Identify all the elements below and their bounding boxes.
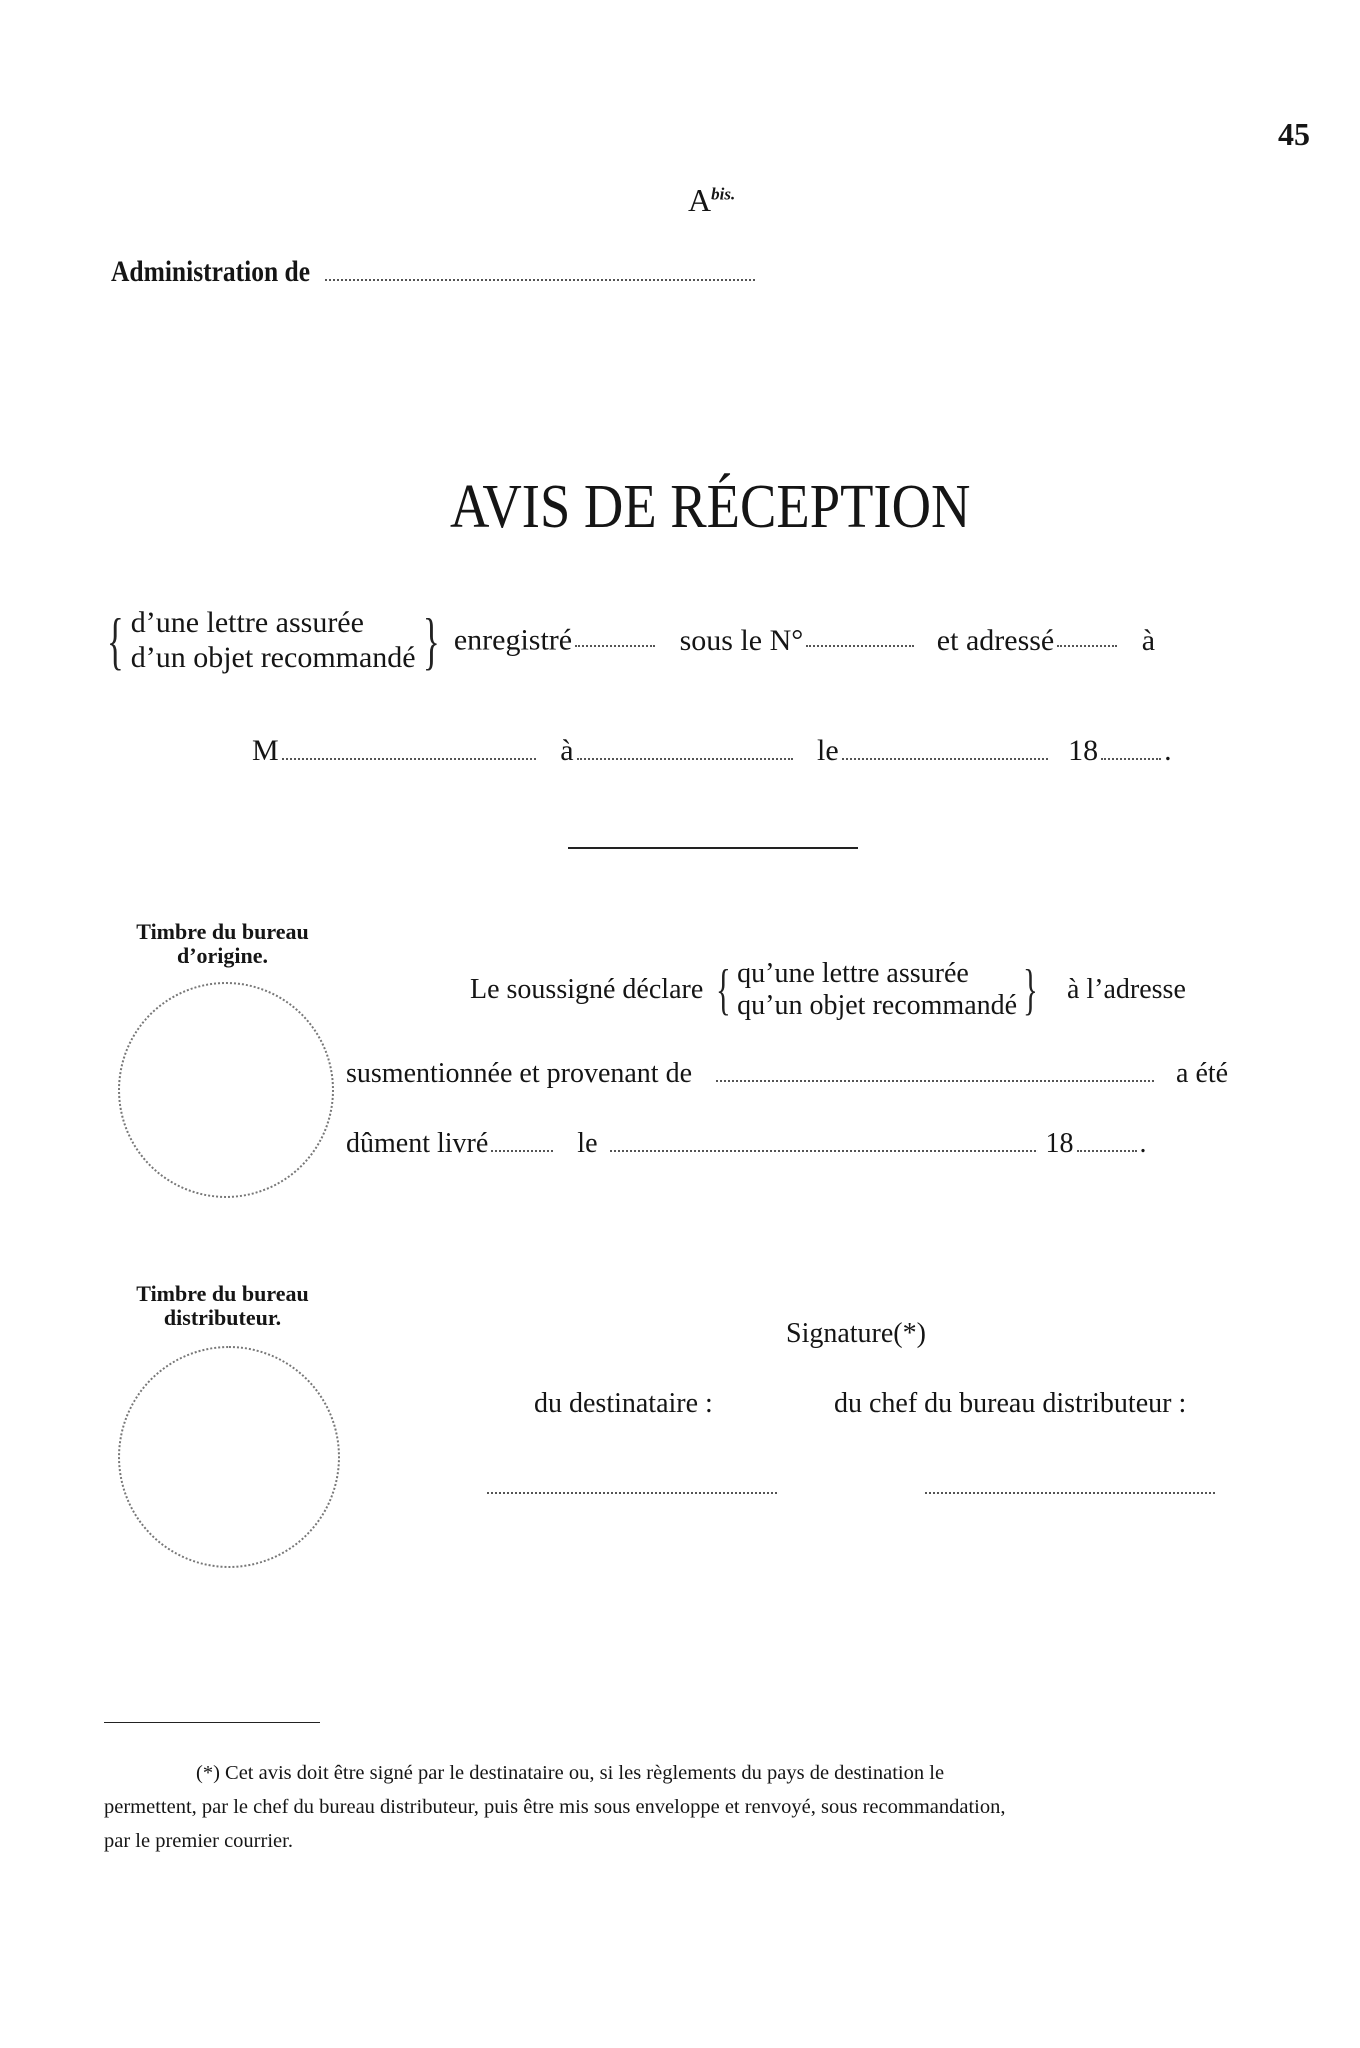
line-recipient xyxy=(252,734,1172,768)
page-title: AVIS DE RÉCEPTION xyxy=(450,473,971,541)
stamp-origin-line1: Timbre du bureau xyxy=(136,919,309,944)
stamp-distrib-line2: distributeur. xyxy=(163,1305,282,1331)
administration-line xyxy=(111,255,758,289)
label-a: à xyxy=(560,734,574,767)
left-brace: { xyxy=(106,604,124,676)
label-delivered-le: le xyxy=(577,1128,598,1159)
administration-field[interactable] xyxy=(325,279,755,281)
administration-label: Administration de xyxy=(111,255,311,288)
field-delivery-year[interactable] xyxy=(1077,1150,1137,1152)
field-delivery-date[interactable] xyxy=(610,1150,1036,1152)
field-delivered[interactable] xyxy=(491,1150,553,1152)
form-code-sup: bis. xyxy=(711,184,736,204)
decl-left-brace: { xyxy=(716,959,732,1022)
footnote-line2: permettent, par le chef du bureau distributeur, puis être mis sous enveloppe et renvoyé, sous recommandation, xyxy=(104,1796,1006,1818)
declaration-options xyxy=(737,958,1017,1022)
line-provenance xyxy=(346,1058,1228,1090)
footnote xyxy=(104,1756,1318,1858)
signature-recipient-field[interactable] xyxy=(487,1492,777,1494)
decl-right-brace: } xyxy=(1023,959,1038,1022)
stamp-distrib-circle xyxy=(118,1346,340,1568)
field-addressed[interactable] xyxy=(1057,645,1117,647)
declaration-address: à l’adresse xyxy=(1066,974,1186,1006)
decl-option-object: qu’un objet recommandé xyxy=(737,990,1018,1022)
stamp-origin-label xyxy=(120,920,325,968)
object-options xyxy=(131,606,416,675)
line2-end: . xyxy=(1164,734,1172,767)
field-provenance[interactable] xyxy=(716,1080,1154,1082)
label-le: le xyxy=(817,734,839,767)
label-registered: enregistré xyxy=(453,623,573,657)
label-addressed: et adressé xyxy=(936,623,1055,657)
option-letter-insured: d’une lettre assurée xyxy=(130,606,364,639)
footnote-rule xyxy=(104,1722,320,1723)
field-recipient-name[interactable] xyxy=(282,758,536,760)
label-to: à xyxy=(1141,623,1156,657)
field-number[interactable] xyxy=(806,645,914,647)
separator-rule xyxy=(568,847,858,849)
declaration-intro: Le soussigné déclare xyxy=(470,974,704,1006)
label-delivered-year: 18 xyxy=(1045,1128,1074,1159)
label-number: sous le N° xyxy=(679,623,804,657)
form-code xyxy=(688,182,735,219)
field-year[interactable] xyxy=(1101,758,1161,760)
signature-recipient-label: du destinataire : xyxy=(534,1388,713,1419)
line4-end: . xyxy=(1139,1128,1147,1159)
declaration-line xyxy=(470,958,1186,1022)
decl-option-letter: qu’une lettre assurée xyxy=(737,958,969,989)
stamp-origin-line2: d’origine. xyxy=(176,943,269,969)
label-delivered: dûment livré xyxy=(346,1128,489,1159)
stamp-distrib-line1: Timbre du bureau xyxy=(136,1281,309,1306)
stamp-origin-circle xyxy=(118,982,334,1198)
label-year: 18 xyxy=(1068,734,1099,767)
page-number: 45 xyxy=(1278,116,1310,152)
label-m: M xyxy=(252,734,279,767)
field-date[interactable] xyxy=(842,758,1048,760)
line-delivery xyxy=(346,1128,1147,1160)
field-recipient-place[interactable] xyxy=(577,758,793,760)
form-code-letter: A xyxy=(688,182,712,218)
stamp-distrib-label xyxy=(120,1282,325,1330)
label-provenance: susmentionnée et provenant de xyxy=(346,1058,693,1089)
label-been: a été xyxy=(1176,1058,1229,1089)
footnote-line1: (*) Cet avis doit être signé par le destinataire ou, si les règlements du pays de destination le xyxy=(196,1762,945,1784)
option-registered-object: d’un objet recommandé xyxy=(130,640,416,674)
footnote-line3: par le premier courrier. xyxy=(104,1830,293,1852)
line-registered xyxy=(100,606,1155,675)
signature-chief-field[interactable] xyxy=(925,1492,1215,1494)
right-brace: } xyxy=(422,604,440,676)
field-registered[interactable] xyxy=(575,645,655,647)
signature-chief-label: du chef du bureau distributeur : xyxy=(834,1388,1187,1419)
signature-title: Signature(*) xyxy=(786,1318,926,1349)
